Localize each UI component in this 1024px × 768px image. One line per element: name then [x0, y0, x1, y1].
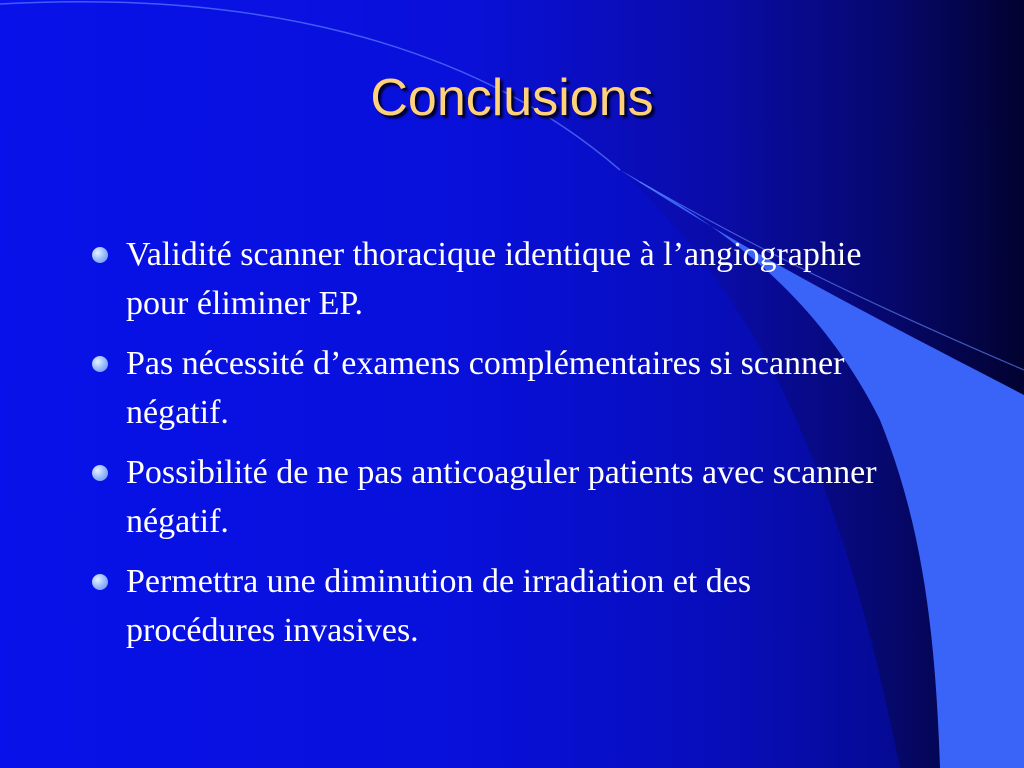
bullet-item — [88, 339, 908, 437]
bullet-dot-icon — [92, 574, 108, 590]
bullet-text: Pas nécessité d’examens complémentaires si scanner négatif. — [126, 345, 845, 431]
bullet-text: Possibilité de ne pas anticoaguler patients avec scanner négatif. — [126, 454, 877, 540]
bullet-item — [88, 230, 908, 328]
bullet-text: Permettra une diminution de irradiation et des procédures invasives. — [126, 563, 752, 649]
bullet-item — [88, 448, 908, 546]
bullet-list — [88, 230, 908, 666]
bullet-text: Validité scanner thoracique identique à l’angiographie pour éliminer EP. — [126, 236, 862, 322]
bullet-item — [88, 557, 908, 655]
bullet-dot-icon — [92, 465, 108, 481]
bullet-dot-icon — [92, 247, 108, 263]
slide-title: Conclusions — [370, 69, 654, 127]
bullet-dot-icon — [92, 356, 108, 372]
